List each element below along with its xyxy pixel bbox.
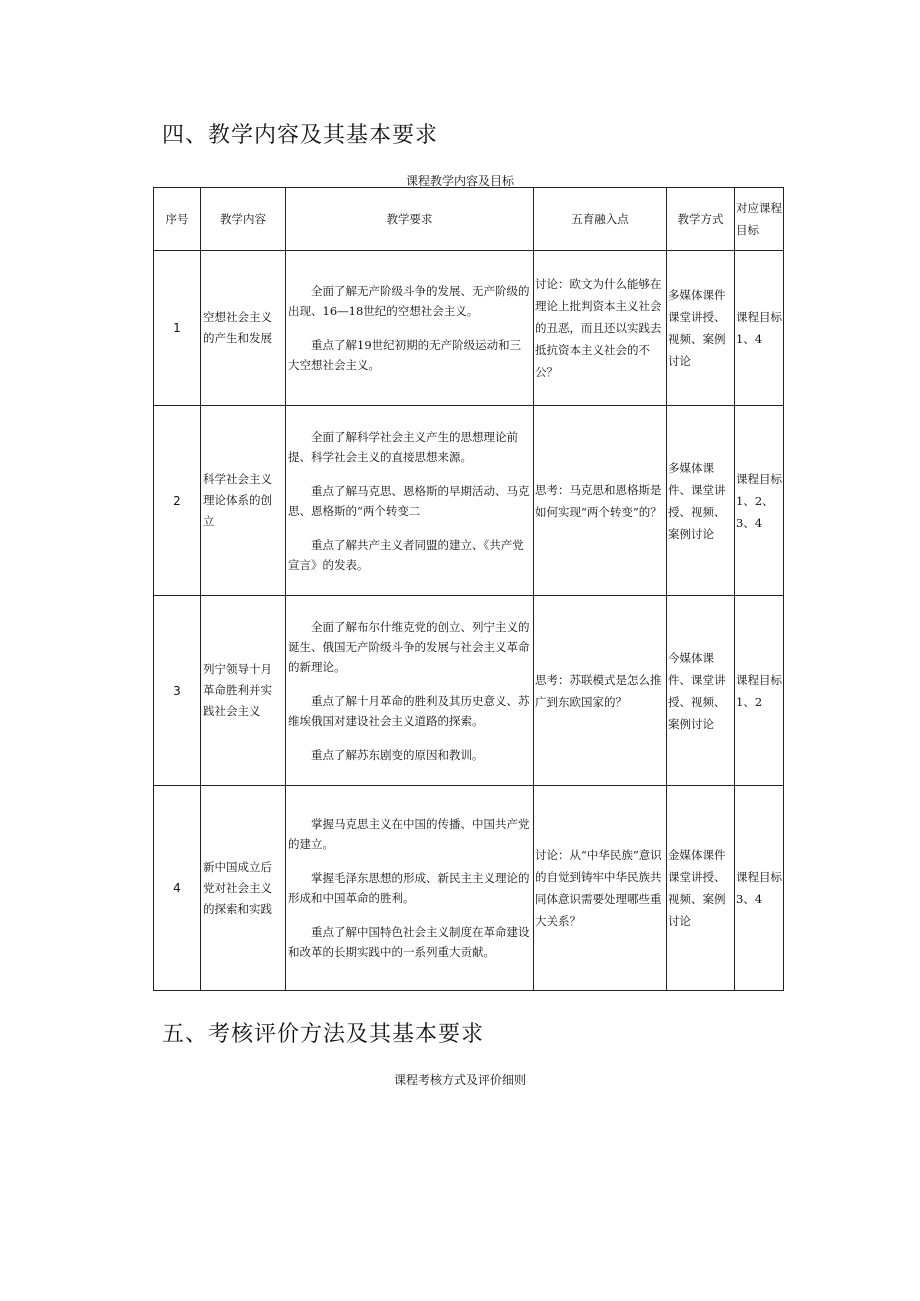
- requirement-item: 掌握毛泽东思想的形成、新民主主义理论的形成和中国革命的胜利。: [288, 871, 530, 905]
- row-goal: 课程目标3、4: [735, 786, 784, 991]
- row-goal: 课程目标1、2、3、4: [735, 406, 784, 596]
- table-row: [154, 406, 784, 596]
- table-row: [154, 251, 784, 406]
- table-caption: 课程教学内容及目标: [405, 174, 514, 188]
- header-method: 教学方式: [667, 188, 735, 251]
- row-integration: 思考：苏联模式是怎么推广到东欧国家的？: [534, 596, 667, 786]
- row-requirements: [286, 251, 534, 406]
- header-content: 教学内容: [201, 188, 286, 251]
- requirement-item: 重点了解苏东剧变的原因和教训。: [311, 747, 484, 762]
- section-5-heading: 五、考核评价方法及其基本要求: [162, 1022, 485, 1047]
- row-integration: 思考：马克思和恩格斯是如何实现“两个转变”的？: [534, 406, 667, 596]
- row-idx: 4: [154, 786, 201, 991]
- row-integration: 讨论：欧文为什么能够在理论上批判资本主义社会的丑恶，而且还以实践去抵抗资本主义社会的不公？: [534, 251, 667, 406]
- requirement-item: 全面了解布尔什维克党的创立、列宁主义的诞生、俄国无产阶级斗争的发展与社会主义革命的新理论。: [288, 619, 530, 674]
- header-idx: 序号: [154, 188, 201, 251]
- row-method: 今媒体课件、课堂讲授、视频、案例讨论: [667, 596, 735, 786]
- row-idx: 3: [154, 596, 201, 786]
- table-row: [154, 596, 784, 786]
- table-header-row: [154, 188, 784, 251]
- header-requirements: 教学要求: [286, 188, 534, 251]
- requirement-item: 重点了解十月革命的胜利及其历史意义、苏维埃俄国对建设社会主义道路的探索。: [288, 693, 530, 728]
- header-goal: 对应课程目标: [735, 188, 784, 251]
- requirement-item: 全面了解无产阶级斗争的发展、无产阶级的出现、16—18世纪的空想社会主义。: [288, 284, 530, 318]
- section-4-heading: 四、教学内容及其基本要求: [162, 123, 439, 148]
- row-requirements: [286, 406, 534, 596]
- assessment-table-caption: 课程考核方式及评价细则: [393, 1073, 526, 1087]
- course-content-table: [153, 187, 784, 991]
- row-requirements: [286, 786, 534, 991]
- row-method: 多媒体课件课堂讲授、视频、案例讨论: [667, 251, 735, 406]
- row-goal: 课程目标1、4: [735, 251, 784, 406]
- requirement-item: 重点了解马克思、恩格斯的早期活动、马克思、恩格斯的“两个转变二: [288, 483, 530, 518]
- requirement-item: 掌握马克思主义在中国的传播、中国共产党的建立。: [288, 817, 530, 851]
- row-method: 多媒体课件、课堂讲授、视频、案例讨论: [667, 406, 735, 596]
- row-method: 金媒体课件课堂讲授、视频、案例讨论: [667, 786, 735, 991]
- requirement-item: 重点了解共产主义者同盟的建立、《共产党宣言》的发表。: [288, 537, 524, 572]
- row-idx: 1: [154, 251, 201, 406]
- row-content: 科学社会主义理论体系的创立: [201, 406, 286, 596]
- row-content: 新中国成立后党对社会主义的探索和实践: [201, 786, 286, 991]
- requirement-item: 重点了解中国特色社会主义制度在革命建设和改革的长期实践中的一系列重大贡献。: [288, 925, 530, 959]
- table-row: [154, 786, 784, 991]
- requirement-item: 全面了解科学社会主义产生的思想理论前提、科学社会主义的直接思想来源。: [288, 429, 518, 464]
- requirement-item: 重点了解19世纪初期的无产阶级运动和三大空想社会主义。: [288, 338, 522, 372]
- row-integration: 讨论：从“中华民族”意识的自觉到铸牢中华民族共同体意识需要处理哪些重大关系？: [534, 786, 667, 991]
- row-idx: 2: [154, 406, 201, 596]
- header-integration: 五育融入点: [534, 188, 667, 251]
- row-goal: 课程目标1、2: [735, 596, 784, 786]
- row-content: 列宁领导十月革命胜利并实践社会主义: [201, 596, 286, 786]
- row-content: 空想社会主义的产生和发展: [201, 251, 286, 406]
- row-requirements: [286, 596, 534, 786]
